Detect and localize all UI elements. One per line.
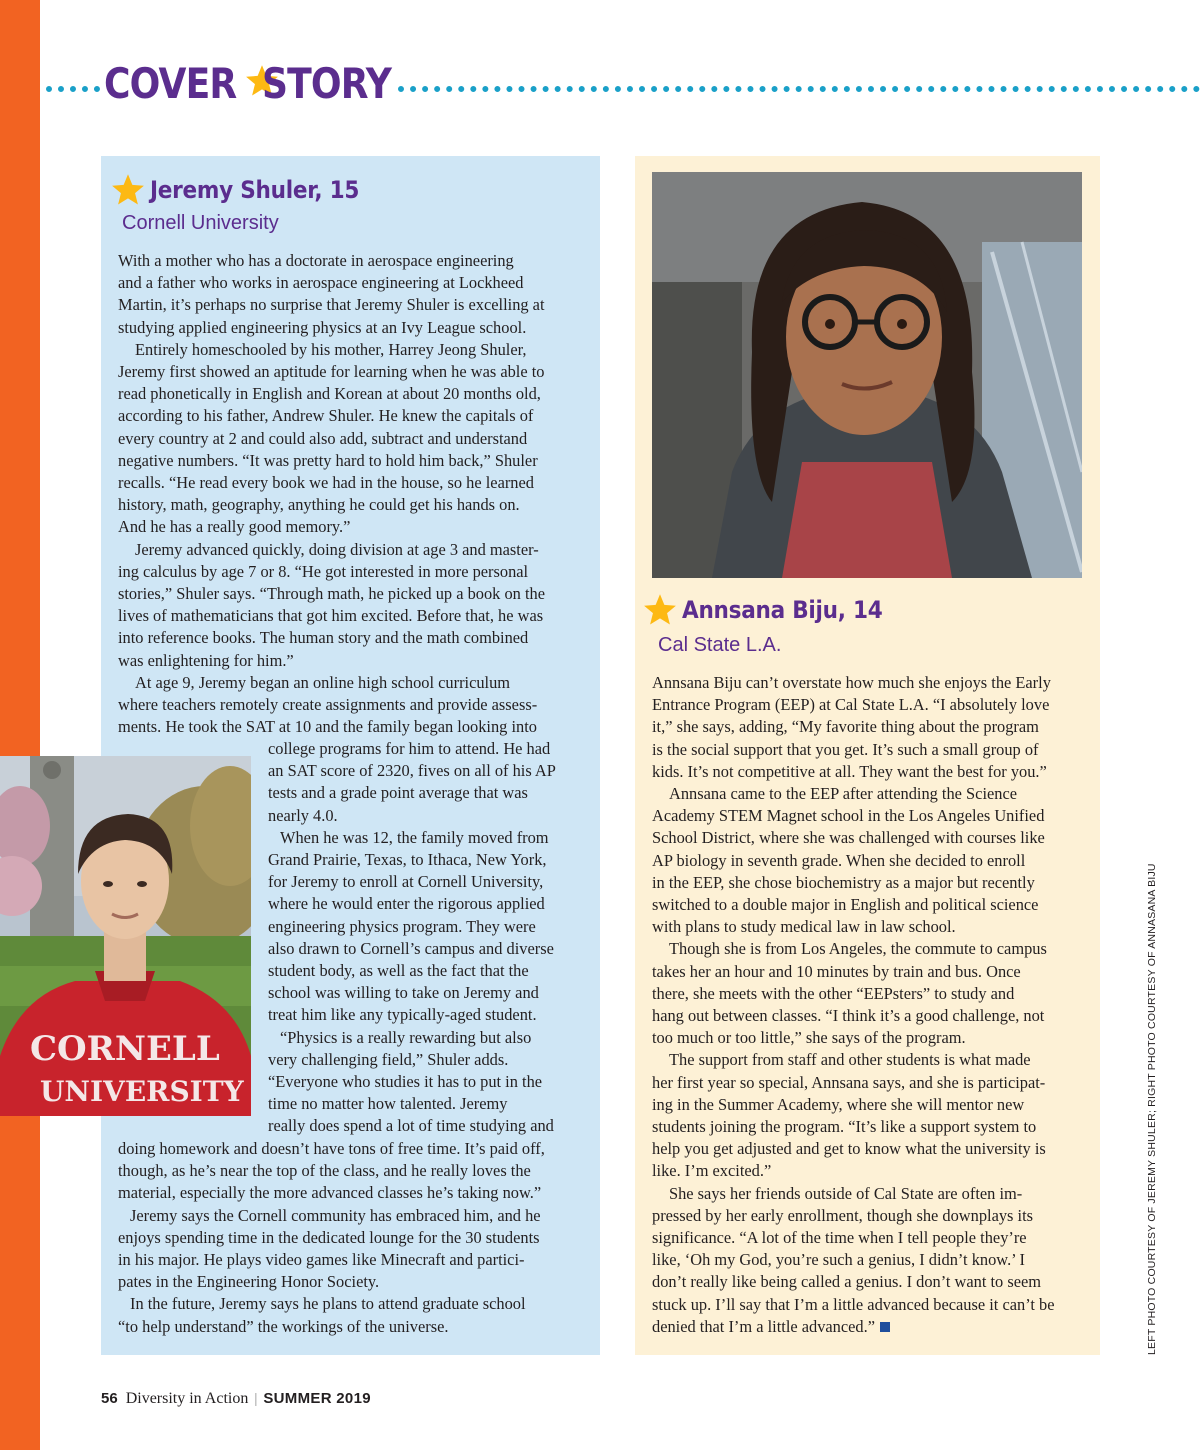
star-icon (642, 592, 678, 628)
text-line: Academy STEM Magnet school in the Los Angeles Unified (652, 806, 1045, 826)
text-line: very challenging field,” Shuler adds. (268, 1049, 509, 1069)
text-line: studying applied engineering physics at an Ivy League school. (118, 317, 527, 337)
text-line: where he would enter the rigorous applied (268, 894, 545, 914)
shirt-text-university: UNIVERSITY (40, 1075, 244, 1108)
text-line: tests and a grade point average that was (268, 783, 528, 803)
text-line: Jeremy advanced quickly, doing division at age 3 and master- (135, 539, 539, 559)
text-line: When he was 12, the family moved from (280, 827, 549, 847)
text-line: where teachers remotely create assignments and provide assess- (118, 695, 538, 715)
text-line: kids. It’s not competitive at all. They want the best for you.” (652, 761, 1047, 781)
text-line: read phonetically in English and Korean at about 20 months old, (118, 384, 541, 404)
text-line: don’t really like being called a genius. I don’t want to seem (652, 1272, 1042, 1292)
left-article-end-text (118, 1138, 545, 1338)
text-line: AP biology in seventh grade. When she decided to enroll (652, 850, 1026, 870)
text-line: takes her an hour and 10 minutes by train and bus. Once (652, 961, 1021, 981)
header-dots-right (398, 86, 1200, 92)
left-name-row (110, 172, 382, 208)
text-line: The support from staff and other students is what made (669, 1050, 1031, 1070)
text-line: “to help understand” the workings of the universe. (118, 1316, 449, 1336)
student-name: Jeremy Shuler, 15 (150, 176, 360, 204)
text-line: doing homework and doesn’t have tons of free time. It’s paid off, (118, 1139, 545, 1158)
text-line: Jeremy says the Cornell community has embraced him, and he (130, 1205, 541, 1225)
text-line: is the social support that you get. It’s such a small group of (652, 739, 1039, 759)
text-line: school was willing to take on Jeremy and (268, 983, 539, 1003)
text-line: denied that I’m a little advanced.” (652, 1316, 875, 1336)
footer-separator: | (254, 1391, 258, 1407)
text-line: in the EEP, she chose biochemistry as a major but recently (652, 872, 1035, 892)
text-line: college programs for him to attend. He had (268, 739, 551, 758)
text-line: her first year so special, Annsana says, and she is participat- (652, 1072, 1046, 1092)
text-line: Annsana came to the EEP after attending the Science (669, 784, 1018, 804)
student-name: Annsana Biju, 14 (682, 596, 883, 624)
text-line: though, as he’s near the top of the class, and he really loves the (118, 1161, 531, 1181)
page-number: 56 (101, 1390, 118, 1407)
text-line: enjoys spending time in the dedicated lounge for the 30 students (118, 1227, 540, 1247)
right-article-body (652, 672, 1054, 1338)
star-icon (110, 172, 146, 208)
text-line: Annsana Biju can’t overstate how much she enjoys the Early (652, 673, 1051, 692)
text-line: negative numbers. “It was pretty hard to hold him back,” Shuler (118, 450, 538, 470)
text-line: Though she is from Los Angeles, the commute to campus (669, 939, 1047, 959)
text-line: “Physics is a really rewarding but also (280, 1027, 532, 1047)
school-name: Cal State L.A. (658, 634, 782, 656)
text-line: lives of mathematicians that got him excited. Before that, he was (118, 606, 544, 626)
text-line: significance. “A lot of the time when I tell people they’re (652, 1228, 1027, 1248)
end-mark-icon (880, 1322, 890, 1332)
text-line: hang out between classes. “I think it’s a good challenge, not (652, 1006, 1045, 1026)
text-line: ing calculus by age 7 or 8. “He got interested in more personal (118, 561, 529, 581)
left-article-wrap-text (268, 738, 556, 1138)
page-footer (101, 1390, 371, 1408)
magazine-name: Diversity in Action (125, 1390, 249, 1407)
page-edge-bar (0, 0, 40, 1450)
text-line: Jeremy first showed an aptitude for learning when he was able to (118, 362, 545, 382)
text-line: Entirely homeschooled by his mother, Harrey Jeong Shuler, (135, 339, 527, 359)
text-line: stories,” Shuler says. “Through math, he picked up a book on the (118, 584, 545, 604)
text-line: too much or too little,” she says of the program. (652, 1028, 966, 1048)
text-line: in his major. He plays video games like Minecraft and partici- (118, 1250, 525, 1270)
text-line: according to his father, Andrew Shuler. He knew the capitals of (118, 406, 534, 426)
text-line: an SAT score of 2320, fives on all of his AP (268, 761, 556, 781)
issue-label: SUMMER 2019 (263, 1390, 371, 1407)
text-line: switched to a double major in English and political science (652, 895, 1039, 915)
text-line: Martin, it’s perhaps no surprise that Jeremy Shuler is excelling at (118, 295, 545, 315)
text-line: time no matter how talented. Jeremy (268, 1094, 508, 1114)
text-line: treat him like any typically-aged student. (268, 1005, 537, 1025)
school-name: Cornell University (122, 212, 279, 234)
text-line: nearly 4.0. (268, 805, 338, 825)
text-line: “Everyone who studies it has to put in the (268, 1072, 543, 1092)
text-line: every country at 2 and could also add, subtract and understand (118, 428, 528, 448)
text-line: In the future, Jeremy says he plans to attend graduate school (130, 1294, 526, 1314)
text-line: history, math, geography, anything he could get his hands on. (118, 495, 520, 515)
text-line: really does spend a lot of time studying and (268, 1116, 554, 1136)
text-line: At age 9, Jeremy began an online high school curriculum (135, 672, 511, 692)
photo-credit: LEFT PHOTO COURTESY OF JEREMY SHULER; RIGHT PHOTO COURTESY OF ANNASANA BIJU (1146, 863, 1158, 1355)
text-line: ing in the Summer Academy, where she will mentor new (652, 1094, 1025, 1114)
annsana-photo (652, 172, 1082, 578)
text-line: pates in the Engineering Honor Society. (118, 1272, 380, 1292)
text-line: ments. He took the SAT at 10 and the family began looking into (118, 717, 537, 737)
last-text-line (652, 1316, 1054, 1338)
text-line: into reference books. The human story and the math combined (118, 628, 529, 648)
text-line: pressed by her early enrollment, though she downplays its (652, 1205, 1034, 1225)
text-line: With a mother who has a doctorate in aerospace engineering (118, 251, 514, 270)
text-line: also drawn to Cornell’s campus and diverse (268, 938, 554, 958)
text-line: was enlightening for him.” (118, 650, 294, 670)
shirt-text-cornell: CORNELL (30, 1029, 220, 1069)
text-line: engineering physics program. They were (268, 916, 536, 936)
text-line: And he has a really good memory.” (118, 517, 351, 537)
text-line: Entrance Program (EEP) at Cal State L.A. “I absolutely love (652, 695, 1050, 715)
jeremy-photo (0, 756, 251, 1116)
section-header (104, 58, 412, 108)
text-line: and a father who works in aerospace engineering at Lockheed (118, 273, 524, 293)
left-article-body (118, 250, 545, 738)
text-line: like, ‘Oh my God, you’re such a genius, I didn’t know.’ I (652, 1250, 1025, 1270)
text-line: like. I’m excited.” (652, 1161, 772, 1181)
header-word-story: STORY (261, 58, 391, 108)
text-line: for Jeremy to enroll at Cornell University, (268, 872, 544, 892)
text-line: recalls. “He read every book we had in the house, so he learned (118, 473, 534, 493)
text-line: with plans to study medical law in law school. (652, 917, 956, 937)
right-name-row (642, 592, 905, 628)
text-line: help you get adjusted and get to know what the university is (652, 1139, 1046, 1159)
header-word-cover: COVER (104, 58, 237, 108)
text-line: School District, where she was challenged with courses like (652, 828, 1045, 848)
text-line: student body, as well as the fact that the (268, 961, 529, 981)
header-dots-left (46, 86, 100, 92)
text-line: Grand Prairie, Texas, to Ithaca, New York, (268, 850, 547, 870)
text-line: it,” she says, adding, “My favorite thing about the program (652, 717, 1039, 737)
text-line: there, she meets with the other “EEPsters” to study and (652, 983, 1015, 1003)
text-line: material, especially the more advanced classes he’s taking now.” (118, 1183, 542, 1203)
text-line: stuck up. I’ll say that I’m a little advanced because it can’t be (652, 1294, 1055, 1314)
text-line: She says her friends outside of Cal State are often im- (669, 1183, 1023, 1203)
text-line: students joining the program. “It’s like a support system to (652, 1117, 1037, 1137)
